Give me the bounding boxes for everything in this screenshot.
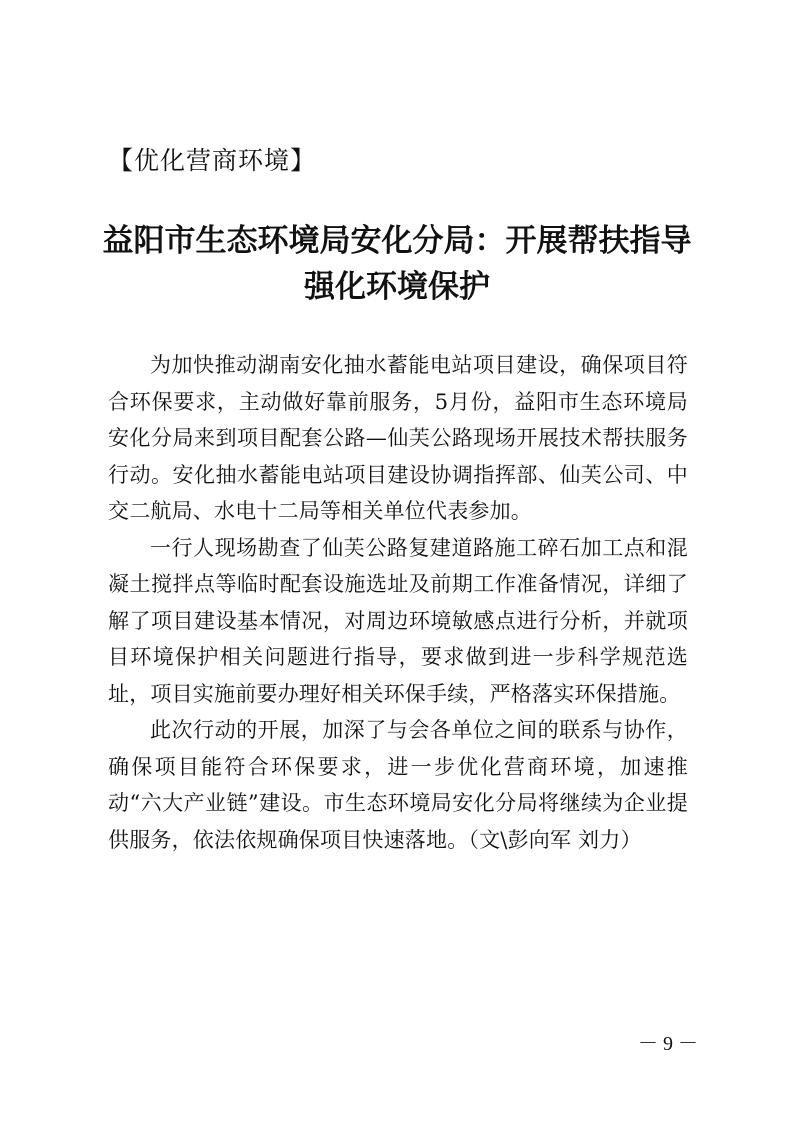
article-body (108, 347, 688, 858)
paragraph-2: 一行人现场勘查了仙芙公路复建道路施工碎石加工点和混凝土搅拌点等临时配套设施选址及前期工作准备情况，详细了解了项目建设基本情况，对周边环境敏感点进行分析，并就项目环境保护相关问题进行指导，要求做到进一步科学规范选址，项目实施前要办理好相关环保手续，严格落实环保措施。 (108, 535, 688, 706)
article-title (90, 218, 704, 310)
article-title-line-2: 强化环境保护 (304, 269, 490, 305)
page-number: － 9 － (638, 1033, 698, 1055)
article-title-line-1: 益阳市生态环境局安化分局：开展帮扶指导 (102, 223, 692, 259)
paragraph-3: 此次行动的开展，加深了与会各单位之间的联系与协作，确保项目能符合环保要求，进一步优化营商环境，加速推动“六大产业链”建设。市生态环境局安化分局将继续为企业提供服务，依法依规确保项目快速落地。（文\彭向军 刘力） (108, 718, 688, 852)
section-category: 【优化营商环境】 (108, 146, 317, 175)
paragraph-1: 为加快推动湖南安化抽水蓄能电站项目建设，确保项目符合环保要求，主动做好靠前服务，5月份，益阳市生态环境局安化分局来到项目配套公路—仙芙公路现场开展技术帮扶服务行动。安化抽水蓄能电站项目建设协调指挥部、仙芙公司、中交二航局、水电十二局等相关单位代表参加。 (108, 353, 688, 523)
